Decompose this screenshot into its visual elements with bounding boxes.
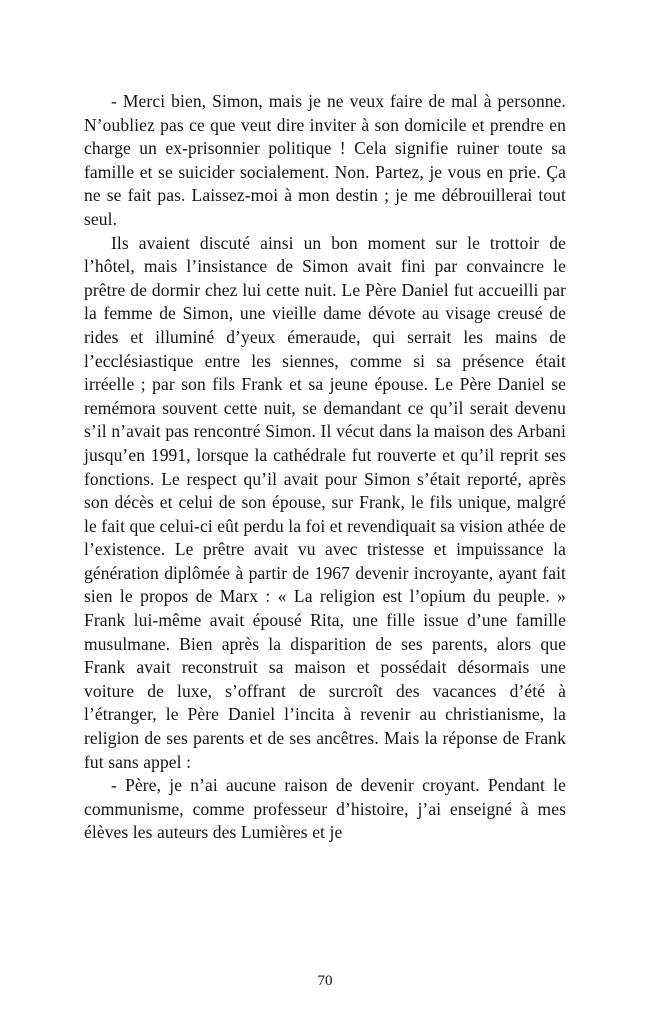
page-text (84, 90, 566, 845)
paragraph-dialogue-2: - Père, je n’ai aucune raison de devenir croyant. Pendant le communisme, comme professeur d’histoire, j’ai enseigné à mes élèves les auteurs des Lumières et je (84, 775, 566, 843)
paragraph-dialogue-1: - Merci bien, Simon, mais je ne veux faire de mal à personne. N’oubliez pas ce que veut dire inviter à son domicile et prendre en charge un ex-prisonnier politique ! Cela signifie ruiner toute sa famille et se suicider socialement. Non. Partez, je vous en prie. Ça ne se fait pas. Laissez-moi à mon destin ; je me débrouillerai tout seul. (84, 91, 566, 229)
page-number: 70 (317, 973, 333, 989)
paragraph-narrative: Ils avaient discuté ainsi un bon moment sur le trottoir de l’hôtel, mais l’insistance de Simon avait fini par convaincre le prêtre de dormir chez lui cette nuit. Le Père Daniel fut accueilli par la femme de Simon, une vieille dame dévote au visage creusé de rides et illuminé d’yeux émeraude, qui serrait les mains de l’ecclésiastique entre les siennes, comme si sa présence était irréelle ; par son fils Frank et sa jeune épouse. Le Père Daniel se remémora souvent cette nuit, se demandant ce qu’il serait devenu s’il n’avait pas rencontré Simon. Il vécut dans la maison des Arbani jusqu’en 1991, lorsque la cathédrale fut rouverte et qu’il reprit ses fonctions. Le respect qu’il avait pour Simon s’était reporté, après son décès et celui de son épouse, sur Frank, le fils unique, malgré le fait que celui-ci eût perdu la foi et revendiquait sa vision athée de l’existence. Le prêtre avait vu avec tristesse et impuissance la génération diplômée à partir de 1967 devenir incroyante, ayant fait sien le propos de Marx : « La religion est l’opium du peuple. » Frank lui-même avait épousé Rita, une fille issue d’une famille musulmane. Bien après la disparition de ses parents, alors que Frank avait reconstruit sa maison et possédait désormais une voiture de luxe, s’offrant de surcroît des vacances d’été à l’étranger, le Père Daniel l’incita à revenir au christianisme, la religion de ses parents et de ses ancêtres. Mais la réponse de Frank fut sans appel : (84, 232, 566, 772)
